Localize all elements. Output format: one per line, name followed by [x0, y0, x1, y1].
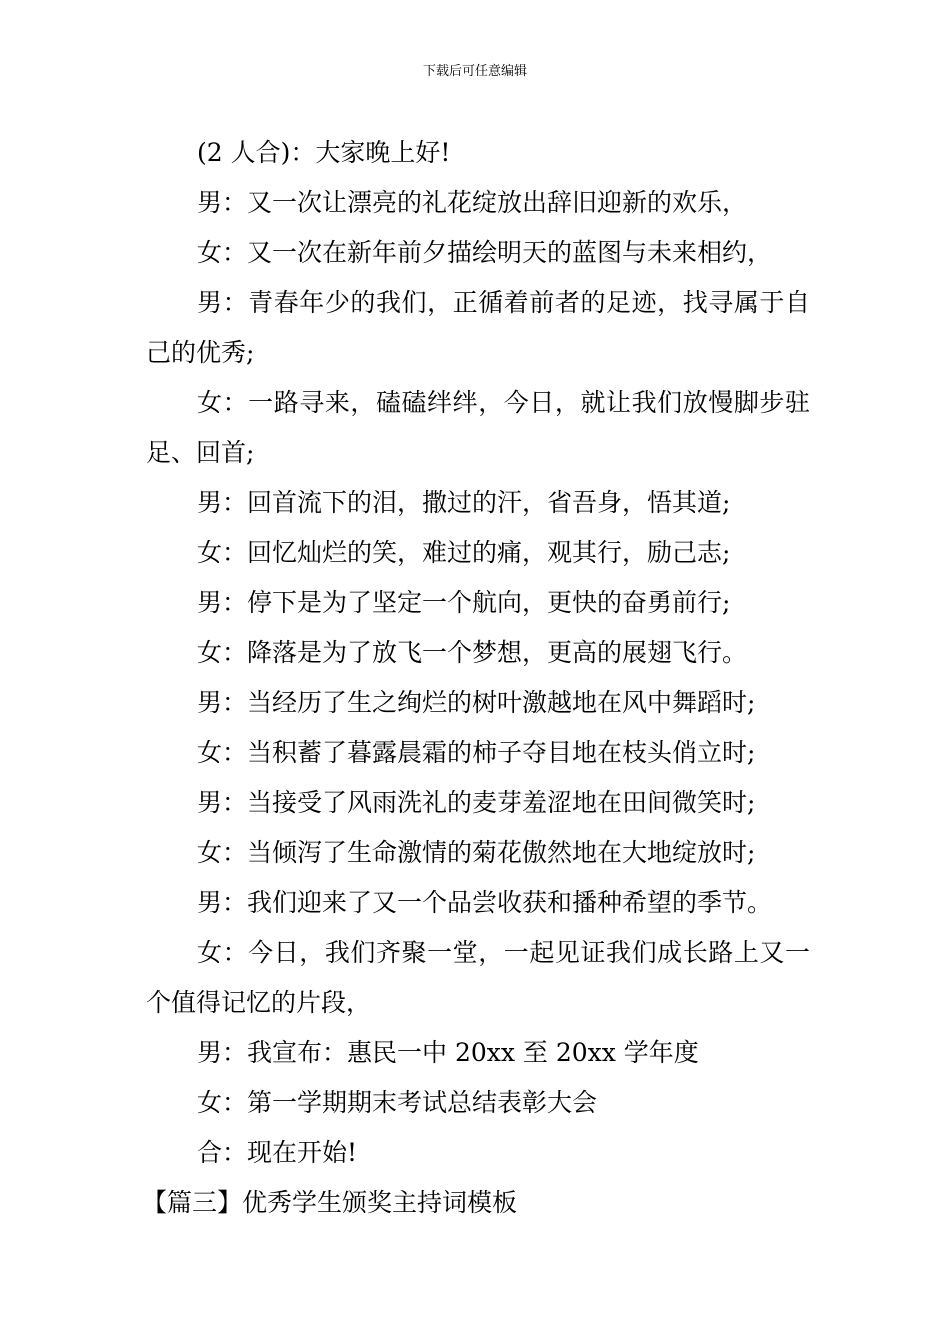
paragraph: 女：今日，我们齐聚一堂，一起见证我们成长路上又一个值得记忆的片段， [146, 938, 810, 1017]
paragraph: 女：当积蓄了暮露晨霜的柿子夺目地在枝头俏立时; [197, 738, 756, 767]
page-header-note: 下载后可任意编辑 [422, 64, 527, 79]
section-heading: 【篇三】优秀学生颁奖主持词模板 [142, 1188, 518, 1217]
paragraph: 男：青春年少的我们，正循着前者的足迹，找寻属于自己的优秀; [146, 288, 810, 367]
paragraph: 女：当倾泻了生命激情的菊花傲然地在大地绽放时; [197, 838, 756, 867]
paragraph: 女：第一学期期末考试总结表彰大会 [197, 1088, 598, 1117]
paragraph: 女：回忆灿烂的笑，难过的痛，观其行，励己志; [197, 538, 731, 567]
paragraph: 男：我宣布：惠民一中 20xx 至 20xx 学年度 [197, 1038, 699, 1067]
paragraph: 男：又一次让漂亮的礼花绽放出辞旧迎新的欢乐， [197, 188, 748, 217]
paragraph: 男：停下是为了坚定一个航向，更快的奋勇前行; [197, 588, 731, 617]
paragraph: (2 人合)：大家晚上好! [197, 138, 451, 167]
paragraph: 男：我们迎来了又一个品尝收获和播种希望的季节。 [197, 888, 773, 917]
paragraph: 合：现在开始! [197, 1138, 358, 1167]
paragraph: 女：又一次在新年前夕描绘明天的蓝图与未来相约， [197, 238, 773, 267]
document-body [142, 128, 810, 1228]
paragraph: 男：当经历了生之绚烂的树叶激越地在风中舞蹈时; [197, 688, 756, 717]
paragraph: 男：当接受了风雨洗礼的麦芽羞涩地在田间微笑时; [197, 788, 756, 817]
paragraph: 女：一路寻来，磕磕绊绊，今日，就让我们放慢脚步驻足、回首; [146, 388, 810, 467]
paragraph: 女：降落是为了放飞一个梦想，更高的展翅飞行。 [197, 638, 748, 667]
paragraph: 男：回首流下的泪，撒过的汗，省吾身，悟其道; [197, 488, 731, 517]
